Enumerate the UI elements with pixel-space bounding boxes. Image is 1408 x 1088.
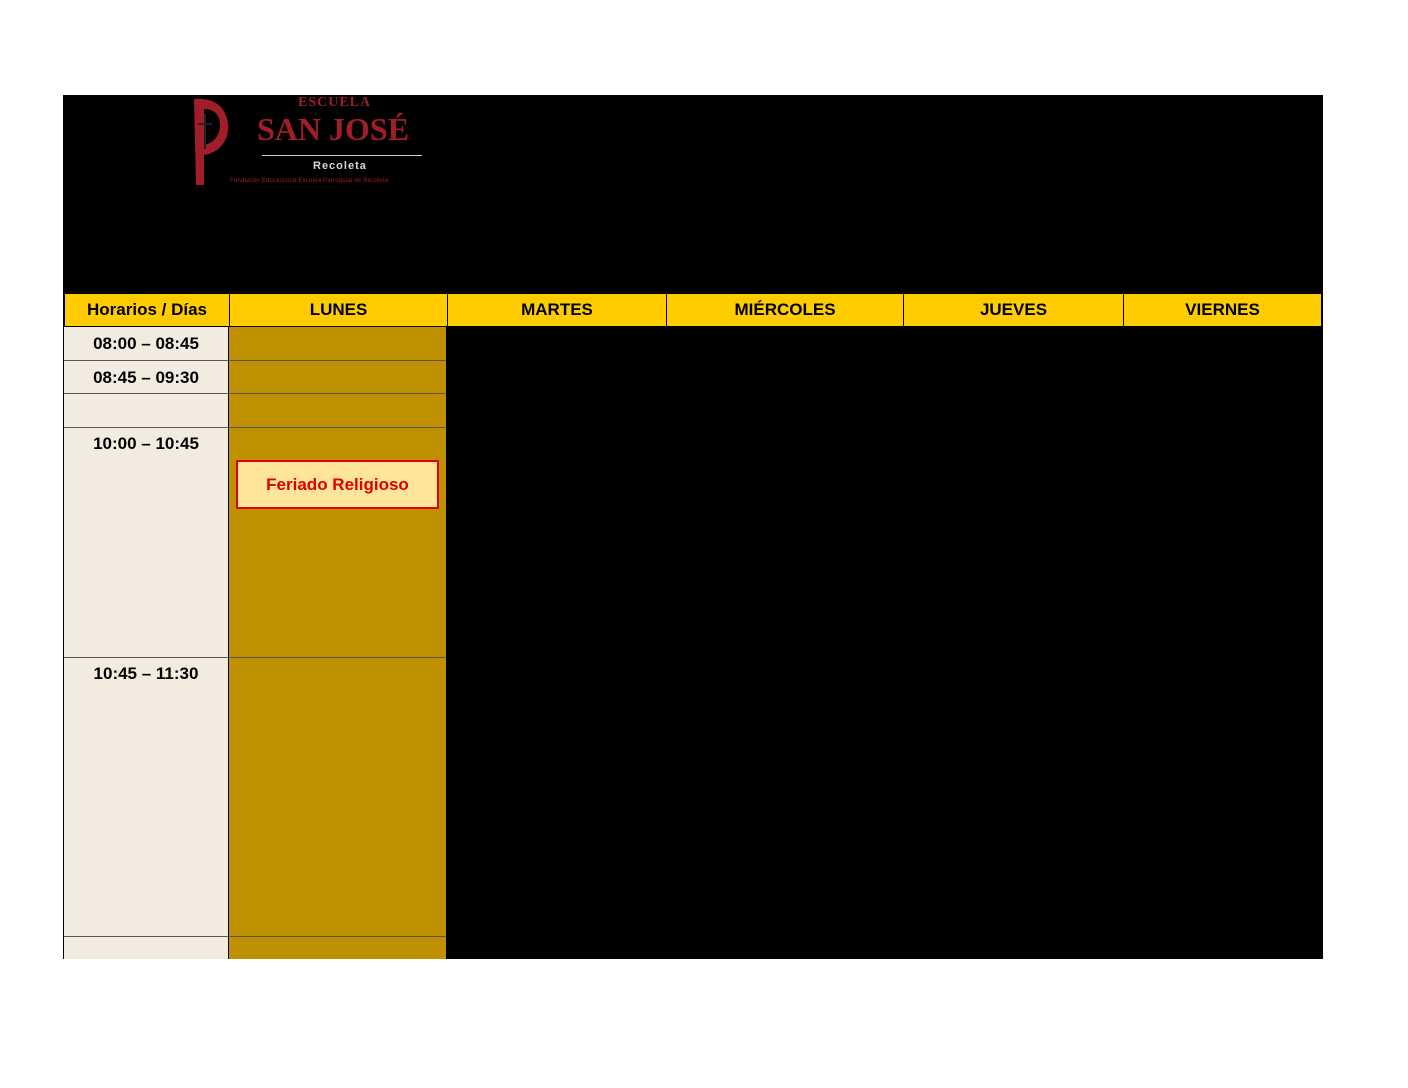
time-slot (64, 394, 228, 428)
header-day-lunes: LUNES (229, 294, 447, 326)
logo-school-name: SAN JOSÉ (257, 111, 410, 147)
monday-cell (229, 658, 446, 937)
header-day-viernes: VIERNES (1123, 294, 1321, 326)
time-slot (64, 937, 228, 959)
header-day-martes: MARTES (447, 294, 666, 326)
logo-divider (262, 155, 422, 156)
logo-tagline: Fundación Educacional Escuela Parroquial de Recoleta (230, 178, 389, 184)
time-slot: 08:45 – 09:30 (64, 361, 228, 394)
monday-cell (229, 394, 446, 428)
logo-emblem-icon (186, 95, 236, 189)
monday-cell (229, 327, 446, 361)
header-day-miercoles: MIÉRCOLES (666, 294, 903, 326)
logo-top-text: ESCUELA (298, 95, 372, 110)
monday-cell (229, 361, 446, 394)
header-day-jueves: JUEVES (903, 294, 1123, 326)
header-corner: Horarios / Días (64, 294, 229, 326)
monday-cell (229, 937, 446, 959)
time-slot: 08:00 – 08:45 (64, 327, 228, 361)
time-slot: 10:00 – 10:45 (64, 428, 228, 658)
event-feriado-religioso: Feriado Religioso (236, 460, 439, 509)
time-slot: 10:45 – 11:30 (64, 658, 228, 937)
logo-subtitle: Recoleta (313, 160, 367, 172)
